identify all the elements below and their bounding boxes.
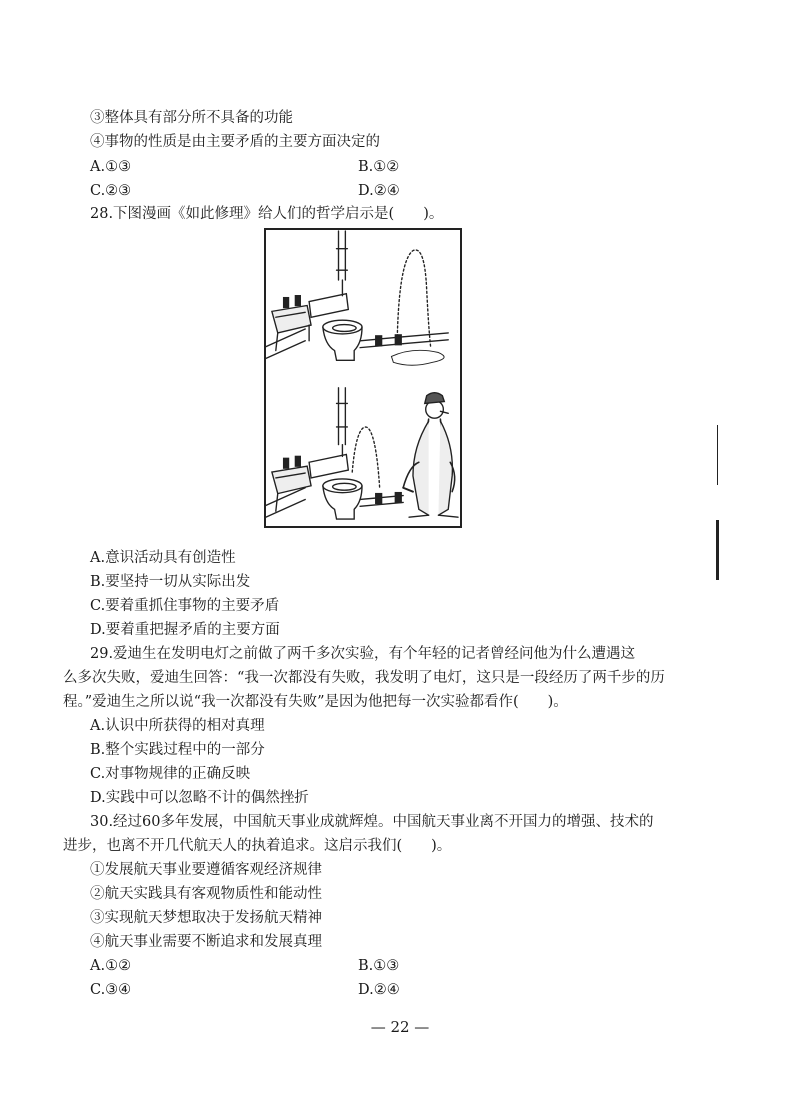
q30-stem-line1: 30.经过60多年发展，中国航天事业成就辉煌。中国航天事业离不开国力的增强、技术的	[90, 814, 654, 830]
q27-option-3: ③整体具有部分所不具备的功能	[90, 110, 293, 126]
q27-option-4: ④事物的性质是由主要矛盾的主要方面决定的	[90, 134, 380, 150]
scan-artifact-thick	[716, 520, 719, 580]
q29-stem-line2: 么多次失败，爱迪生回答：“我一次都没有失败，我发明了电灯，这只是一段经历了两千步的历	[63, 670, 665, 686]
q30-choice-d: D.②④	[358, 982, 400, 998]
q29-choice-b: B.整个实践过程中的一部分	[90, 742, 265, 758]
q29-stem-line3: 程。”爱迪生之所以说“我一次都没有失败”是因为他把每一次实验都看作( )。	[63, 694, 568, 710]
q30-stem-line2: 进步，也离不开几代航天人的执着追求。这启示我们( )。	[63, 838, 452, 854]
q30-choice-c: C.③④	[90, 982, 132, 998]
q28-choice-a: A.意识活动具有创造性	[90, 550, 236, 566]
q27-choice-b: B.①②	[358, 159, 400, 175]
q30-choice-b: B.①③	[358, 958, 400, 974]
q27-choice-c: C.②③	[90, 183, 132, 199]
q28-choice-c: C.要着重抓住事物的主要矛盾	[90, 598, 280, 614]
q30-option-1: ①发展航天事业要遵循客观经济规律	[90, 862, 322, 878]
scan-artifact-thin	[717, 425, 718, 485]
q28-choice-b: B.要坚持一切从实际出发	[90, 574, 251, 590]
q27-choice-a: A.①③	[90, 159, 132, 175]
page-number: — 22 —	[370, 1018, 430, 1036]
q30-option-2: ②航天实践具有客观物质性和能动性	[90, 886, 322, 902]
q30-choice-a: A.①②	[90, 958, 132, 974]
q30-option-4: ④航天事业需要不断追求和发展真理	[90, 934, 322, 950]
q30-option-3: ③实现航天梦想取决于发扬航天精神	[90, 910, 322, 926]
q29-choice-a: A.认识中所获得的相对真理	[90, 718, 265, 734]
q29-choice-d: D.实践中可以忽略不计的偶然挫折	[90, 790, 309, 806]
q29-choice-c: C.对事物规律的正确反映	[90, 766, 251, 782]
q28-choice-d: D.要着重把握矛盾的主要方面	[90, 622, 280, 638]
q28-stem: 28.下图漫画《如此修理》给人们的哲学启示是( )。	[90, 206, 444, 222]
cartoon-panel-top	[266, 231, 448, 365]
cartoon-figure	[264, 228, 462, 528]
cartoon-panel-bottom	[266, 388, 458, 519]
q27-choice-d: D.②④	[358, 183, 400, 199]
q29-stem-line1: 29.爱迪生在发明电灯之前做了两千多次实验，有个年轻的记者曾经问他为什么遭遇这	[90, 646, 636, 662]
